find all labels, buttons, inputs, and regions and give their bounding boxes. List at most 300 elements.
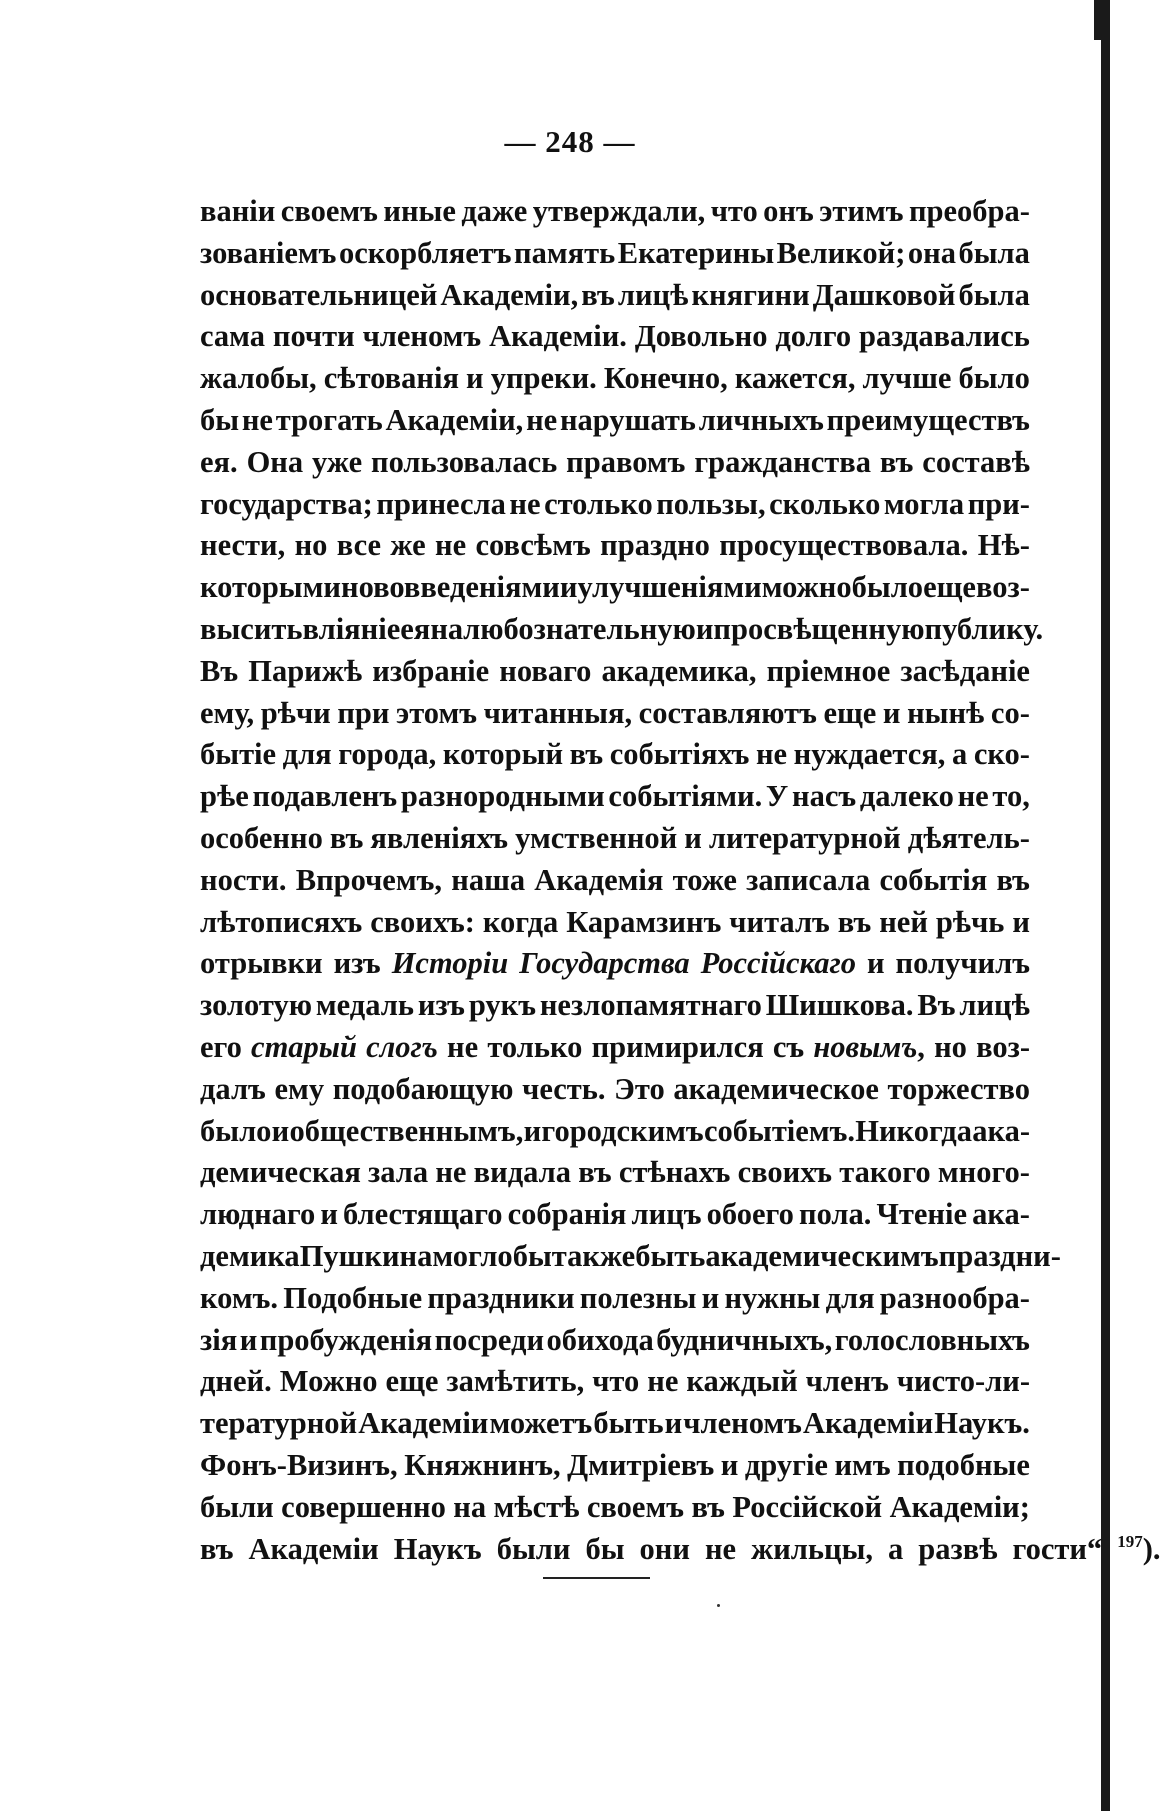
- word: который: [442, 737, 564, 772]
- word: они: [639, 1531, 690, 1566]
- word: принесла: [376, 486, 506, 521]
- word: подавленъ: [252, 779, 398, 814]
- word: рѣчь: [935, 904, 1005, 939]
- word: составѣ: [922, 444, 1030, 479]
- word: Нѣ-: [977, 528, 1030, 563]
- word: и: [684, 820, 702, 855]
- text-line: [200, 316, 1030, 358]
- word: Впрочемъ,: [295, 862, 443, 897]
- word: не: [509, 486, 541, 521]
- word: праздно: [600, 528, 710, 563]
- word: еще: [385, 1364, 439, 1399]
- word: была: [958, 277, 1030, 312]
- word: имъ: [834, 1447, 891, 1482]
- word: дѣятель-: [907, 820, 1030, 855]
- word: Академіи.: [489, 319, 627, 354]
- word: почти: [272, 319, 355, 354]
- word: незлопамятнаго: [539, 988, 762, 1023]
- text-line: [200, 860, 1030, 902]
- word: публику.: [924, 611, 1044, 646]
- word: далеко: [859, 779, 954, 814]
- word: были: [496, 1531, 571, 1566]
- word: Академіи: [803, 1406, 934, 1441]
- word: далъ: [200, 1071, 266, 1106]
- word: было: [958, 361, 1030, 396]
- word: въ: [200, 1531, 234, 1566]
- word: въ: [581, 277, 615, 312]
- word: зія: [200, 1322, 238, 1357]
- word: также: [551, 1238, 636, 1273]
- word: демическая: [200, 1155, 361, 1190]
- word: для: [825, 1280, 875, 1315]
- word: бы: [200, 402, 240, 437]
- word: другіе: [744, 1447, 828, 1482]
- word: въ: [329, 820, 364, 855]
- word: изъ: [333, 946, 381, 981]
- word: и: [701, 1280, 720, 1315]
- word: высить: [200, 611, 303, 646]
- word: въ: [578, 1155, 612, 1190]
- word: событіями.: [608, 779, 763, 814]
- word: своемъ: [586, 1489, 685, 1524]
- end-rule: [543, 1577, 650, 1579]
- word: въ: [837, 904, 872, 939]
- word: событіемъ.: [703, 1113, 855, 1148]
- word: Карамзинъ: [566, 904, 722, 939]
- word: воз-: [976, 1029, 1030, 1064]
- word: подобные: [897, 1447, 1030, 1482]
- text-line: [200, 1152, 1030, 1194]
- text-line: [200, 609, 1044, 651]
- word: не: [241, 402, 273, 437]
- word: наша: [451, 862, 526, 897]
- word: Она: [246, 444, 304, 479]
- word: которыми: [200, 570, 341, 605]
- word: собранія: [507, 1197, 627, 1232]
- word: княгини: [691, 277, 810, 312]
- word: было: [200, 1113, 272, 1148]
- word: лицѣ: [959, 988, 1030, 1023]
- text-line: [200, 358, 1030, 400]
- word: Въ: [200, 653, 239, 688]
- word: столько: [544, 486, 653, 521]
- word: ней: [879, 904, 928, 939]
- word: Въ: [917, 988, 956, 1023]
- word: Пушкина: [299, 1238, 433, 1273]
- word: явленіяхъ: [370, 820, 509, 855]
- word: была: [958, 235, 1030, 270]
- word: Академіи;: [889, 1489, 1030, 1524]
- word: совершенно: [281, 1489, 446, 1524]
- text-line: [200, 191, 1030, 233]
- word: читанныя,: [483, 695, 633, 730]
- word: не: [755, 737, 788, 772]
- word: чисто-ли-: [896, 1364, 1030, 1399]
- word: иные: [383, 194, 456, 228]
- text-line: [200, 567, 1030, 609]
- word: умственной: [515, 820, 678, 855]
- word: пользовалась: [371, 444, 558, 479]
- word: ско-: [973, 737, 1030, 772]
- word: Россійскаго: [700, 946, 856, 981]
- word: его: [200, 1029, 242, 1064]
- text-line: [200, 734, 1030, 776]
- text-line: [200, 1445, 1030, 1487]
- word: со-: [990, 695, 1030, 730]
- word: могло: [432, 1238, 513, 1273]
- text-line: [200, 1194, 1030, 1236]
- word: можно: [761, 570, 852, 605]
- word: на: [430, 611, 464, 646]
- word: Академіи,: [385, 402, 524, 437]
- word: то,: [992, 779, 1030, 814]
- word: ваніи: [200, 194, 276, 228]
- word: будничныхъ,: [656, 1322, 833, 1357]
- word: лицъ: [631, 1197, 702, 1232]
- word: въ: [569, 737, 604, 772]
- word: слогъ: [366, 1029, 438, 1064]
- word: и: [559, 570, 578, 605]
- word: еще: [923, 570, 976, 605]
- word: совсѣмъ: [475, 528, 591, 563]
- word: все: [336, 528, 382, 563]
- word: онъ: [763, 194, 814, 228]
- word: были: [200, 1489, 274, 1524]
- word: составляютъ: [638, 695, 817, 730]
- word: и: [320, 1197, 338, 1232]
- word: Дашковой: [812, 277, 956, 312]
- word: бытіе: [200, 737, 277, 772]
- word: Россійской: [732, 1489, 883, 1524]
- word: на: [453, 1489, 487, 1524]
- word: нынѣ: [907, 695, 985, 730]
- word: праздни-: [938, 1238, 1061, 1273]
- word: Фонъ-Визинъ,: [200, 1447, 398, 1482]
- text-line: [200, 1361, 1030, 1403]
- word: сколько: [769, 486, 881, 521]
- word: и: [239, 1322, 258, 1357]
- text-line: [200, 275, 1030, 317]
- text-line: [200, 1487, 1030, 1529]
- word: Наукъ: [393, 1531, 482, 1566]
- word: отрывки: [200, 946, 323, 981]
- word: новаго: [499, 653, 592, 688]
- text-line: [200, 233, 1030, 275]
- word: полезны: [579, 1280, 697, 1315]
- word: и: [720, 1447, 739, 1482]
- word: воз-: [975, 570, 1030, 605]
- text-line: [200, 1403, 1030, 1445]
- word: насъ: [792, 779, 857, 814]
- word: академическое: [673, 1071, 879, 1106]
- word: правомъ: [566, 444, 686, 479]
- word: ака-: [972, 1197, 1030, 1232]
- word: нуждается,: [793, 737, 946, 772]
- word: ему: [274, 1071, 325, 1106]
- word: кажется,: [734, 361, 856, 396]
- word: просвѣщенную: [713, 611, 925, 646]
- word: она: [907, 235, 956, 270]
- word: Академіи,: [440, 277, 579, 312]
- word: долго: [775, 319, 852, 354]
- word: академическимъ: [705, 1238, 939, 1273]
- word: города,: [338, 737, 437, 772]
- word: Екатерины: [617, 235, 775, 270]
- body-text: [200, 191, 1161, 1570]
- text-line: [200, 1069, 1030, 1111]
- word: замѣтить,: [446, 1364, 585, 1399]
- word: не: [435, 1155, 467, 1190]
- word: Академія: [534, 862, 664, 897]
- word: упреки.: [490, 361, 597, 396]
- word: нарушать: [559, 402, 696, 437]
- word: голословныхъ: [834, 1322, 1030, 1357]
- word: Это: [614, 1071, 665, 1106]
- word: Великой;: [776, 235, 906, 270]
- word: зованіемъ: [200, 235, 337, 270]
- word: Чтеніе: [876, 1197, 968, 1232]
- word: тературной: [200, 1406, 358, 1441]
- word: этомъ: [396, 695, 478, 730]
- print-speck: [717, 1604, 720, 1607]
- word: же: [390, 528, 426, 563]
- word: нужны: [724, 1280, 821, 1315]
- word: подобающую: [332, 1071, 514, 1106]
- word: старый: [251, 1029, 357, 1064]
- word: праздники: [427, 1280, 575, 1315]
- word: ему,: [200, 695, 255, 730]
- word: литературной: [708, 820, 901, 855]
- word: жалобы,: [200, 361, 317, 396]
- word: Никогда: [855, 1113, 972, 1148]
- word: особенно: [200, 820, 323, 855]
- word: пріемное: [766, 653, 891, 688]
- word: Государства: [519, 946, 690, 981]
- page-edge-shadow: [1101, 0, 1110, 1811]
- text-line: [200, 1027, 1030, 1069]
- word: Можно: [279, 1364, 378, 1399]
- word: не: [447, 1029, 479, 1064]
- text-line: [200, 943, 1030, 985]
- word: пола.: [799, 1197, 872, 1232]
- word: разнообра-: [879, 1280, 1030, 1315]
- word: что: [592, 1364, 640, 1399]
- text-line: [200, 818, 1030, 860]
- text-line: [200, 776, 1030, 818]
- word: городскимъ: [541, 1113, 704, 1148]
- word: рѣчи: [260, 695, 331, 730]
- word: въ: [879, 444, 914, 479]
- word: общественнымъ,: [289, 1113, 524, 1148]
- word: и: [664, 1406, 683, 1441]
- word: зала: [368, 1155, 429, 1190]
- word: лучше: [862, 361, 952, 396]
- word: членъ: [805, 1364, 889, 1399]
- text-line: [200, 484, 1030, 526]
- word: обихода: [546, 1322, 654, 1357]
- word: ака-: [972, 1113, 1030, 1148]
- word: бы: [512, 1238, 552, 1273]
- text-line: [200, 1111, 1030, 1153]
- word: сѣтованія: [323, 361, 459, 396]
- word: лѣтописяхъ: [200, 904, 363, 939]
- word: быть: [593, 1406, 664, 1441]
- word: и: [523, 1113, 542, 1148]
- word: и: [866, 946, 885, 981]
- word: жильцы,: [751, 1531, 874, 1566]
- word: золотую: [200, 988, 313, 1023]
- word: обоего: [706, 1197, 794, 1232]
- word: ея: [400, 611, 431, 646]
- word: а: [888, 1531, 904, 1566]
- word: не: [957, 779, 989, 814]
- word: каждый: [686, 1364, 798, 1399]
- word: разнородными: [400, 779, 605, 814]
- word: избраніе: [372, 653, 490, 688]
- word: просуществовала.: [719, 528, 969, 563]
- word: для: [282, 737, 332, 772]
- word: преобра-: [908, 194, 1030, 228]
- word: ея.: [200, 444, 238, 479]
- word: основательницей: [200, 277, 438, 312]
- text-line: [200, 525, 1030, 567]
- word: когда: [482, 904, 559, 939]
- word: новымъ,: [813, 1029, 925, 1064]
- word: стѣнахъ: [618, 1155, 731, 1190]
- word: тоже: [672, 862, 737, 897]
- word: но: [934, 1029, 967, 1064]
- word: Довольно: [634, 319, 768, 354]
- word: трогать: [275, 402, 383, 437]
- word: и: [882, 695, 901, 730]
- word: бы: [585, 1531, 625, 1566]
- word: видала: [473, 1155, 572, 1190]
- word: нововведеніями: [341, 570, 560, 605]
- word: не: [647, 1364, 679, 1399]
- word: при-: [967, 486, 1030, 521]
- word: этимъ: [819, 194, 904, 228]
- text-line: [200, 1236, 1061, 1278]
- word: и: [271, 1113, 290, 1148]
- word: засѣданіе: [900, 653, 1030, 688]
- word: Академіи: [248, 1531, 379, 1566]
- word: Шишкова.: [765, 988, 914, 1023]
- word: въ: [996, 862, 1030, 897]
- word: уже: [312, 444, 363, 479]
- word: развѣ: [918, 1531, 998, 1566]
- text-line: [200, 400, 1030, 442]
- word: изъ: [417, 988, 465, 1023]
- word: событія: [879, 862, 988, 897]
- word: получилъ: [895, 946, 1030, 981]
- word: не: [435, 528, 467, 563]
- word: не: [704, 1531, 737, 1566]
- word: много-: [937, 1155, 1030, 1190]
- word: нести,: [200, 528, 286, 563]
- word: быть: [635, 1238, 706, 1273]
- word: 197).: [1117, 1531, 1161, 1566]
- word: Конечно,: [603, 361, 728, 396]
- word: было: [851, 570, 924, 605]
- word: гражданства: [694, 444, 871, 479]
- word: личныхъ: [698, 402, 824, 437]
- word: своемъ: [280, 194, 378, 228]
- word: своихъ:: [370, 904, 475, 939]
- word: не: [526, 402, 558, 437]
- word: Подобные: [283, 1280, 423, 1315]
- word: демика: [200, 1238, 300, 1273]
- word: членомъ: [683, 1406, 802, 1441]
- word: даже: [461, 194, 528, 228]
- page-number: — 248 —: [504, 124, 636, 159]
- word: посреди: [434, 1322, 545, 1357]
- word: примирился: [591, 1029, 764, 1064]
- word: еще: [823, 695, 877, 730]
- word: память: [514, 235, 616, 270]
- word: и: [466, 361, 484, 396]
- word: записала: [746, 862, 871, 897]
- text-line: [200, 985, 1030, 1027]
- word: событіяхъ: [609, 737, 750, 772]
- word: Парижѣ: [248, 653, 363, 688]
- word: блестящаго: [343, 1197, 503, 1232]
- word: Исторіи: [391, 946, 509, 981]
- word: академика,: [601, 653, 757, 688]
- word: что: [710, 194, 758, 228]
- word: рукъ: [468, 988, 536, 1023]
- word: можетъ: [489, 1406, 593, 1441]
- word: Дмитріевъ: [567, 1447, 715, 1482]
- word: рѣе: [200, 779, 249, 814]
- text-line: [200, 442, 1030, 484]
- word: люднаго: [200, 1197, 316, 1232]
- word: Княжнинъ,: [404, 1447, 561, 1482]
- word: торжество: [887, 1071, 1030, 1106]
- word: комъ.: [200, 1280, 279, 1315]
- word: въ: [691, 1489, 725, 1524]
- word: преимуществъ: [826, 402, 1030, 437]
- word: мѣстѣ: [493, 1489, 580, 1524]
- word: гости“: [1012, 1531, 1103, 1566]
- word: раздавались: [858, 319, 1030, 354]
- word: пользы,: [656, 486, 766, 521]
- word: Наукъ.: [934, 1406, 1030, 1441]
- word: и: [695, 611, 714, 646]
- word: съ: [772, 1029, 805, 1064]
- word: утверждали,: [532, 194, 706, 228]
- word: сама: [200, 319, 265, 354]
- text-line: [200, 1278, 1030, 1320]
- word: пробужденія: [259, 1322, 433, 1357]
- word: любознательную: [463, 611, 696, 646]
- text-line: [200, 651, 1030, 693]
- word: могла: [883, 486, 965, 521]
- word: оскорбляетъ: [338, 235, 512, 270]
- word: лицѣ: [617, 277, 689, 312]
- word: У: [765, 779, 789, 814]
- word: ности.: [200, 862, 287, 897]
- word: членомъ: [362, 319, 482, 354]
- text-line: [200, 1320, 1030, 1362]
- word: такого: [839, 1155, 931, 1190]
- text-line: [200, 693, 1030, 735]
- word: улучшеніями: [577, 570, 762, 605]
- word: своихъ: [737, 1155, 833, 1190]
- word: и: [1012, 904, 1030, 939]
- word: при: [337, 695, 390, 730]
- word: медаль: [315, 988, 414, 1023]
- word: дней.: [200, 1364, 272, 1399]
